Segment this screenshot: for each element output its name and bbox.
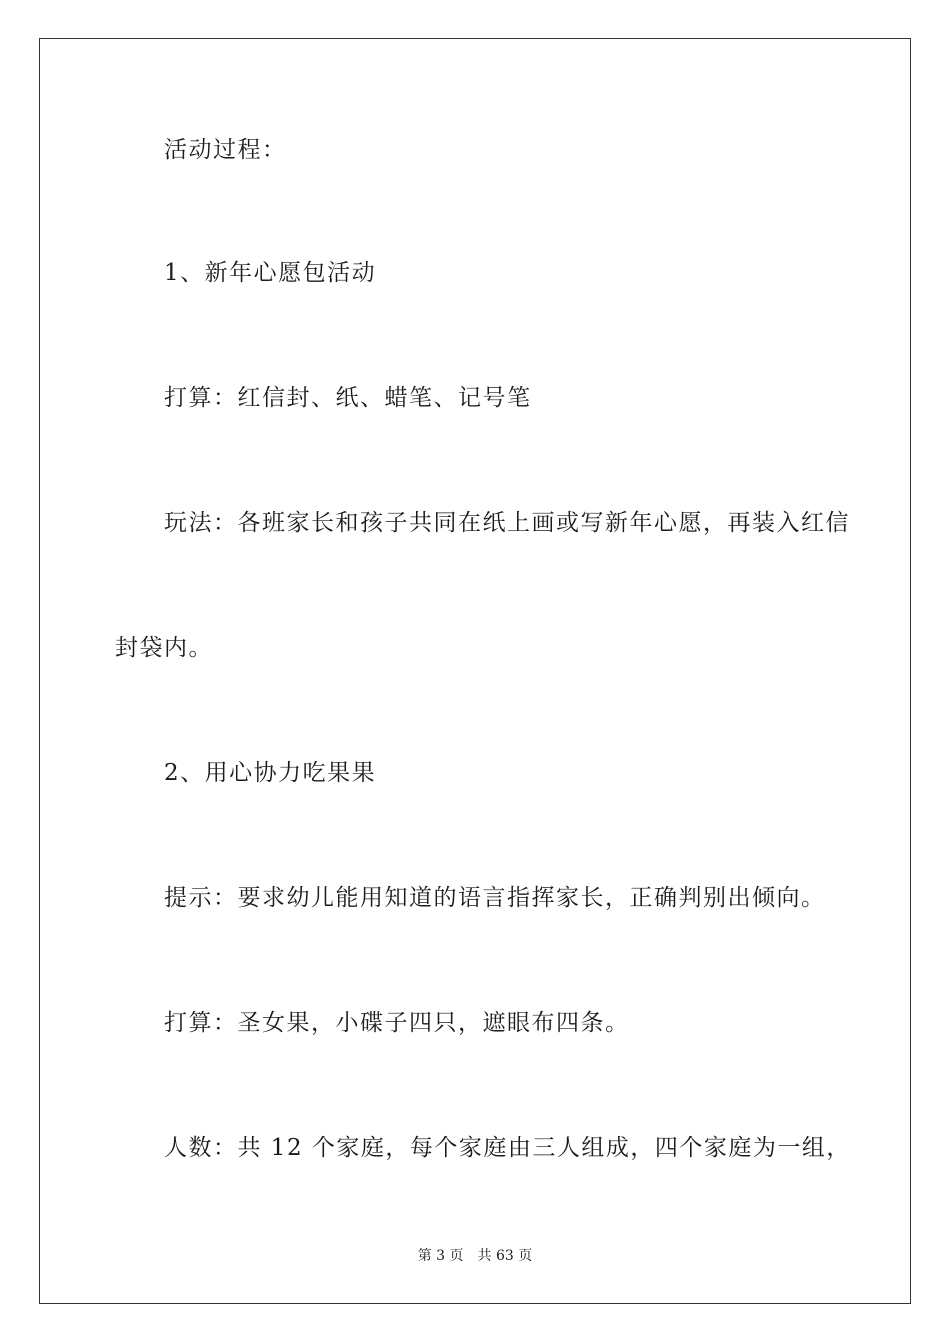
page-number: 第 3 页 [417,1248,464,1264]
paragraph-item-2-materials: 打算：圣女果，小碟子四只，遮眼布四条。 [164,1010,630,1036]
paragraph-item-1-title: 1、新年心愿包活动 [164,260,377,286]
paragraph-item-1-rules-line-2: 封袋内。 [115,635,213,661]
paragraph-item-2-title: 2、用心协力吃果果 [164,760,377,786]
total-pages: 共 63 页 [477,1248,533,1264]
paragraph-activity-process: 活动过程： [164,137,287,163]
page-footer [0,1247,950,1265]
paragraph-item-2-participants: 人数：共 12 个家庭，每个家庭由三人组成，四个家庭为一组， [164,1135,851,1161]
paragraph-item-2-tips: 提示：要求幼儿能用知道的语言指挥家长，正确判别出倾向。 [164,885,826,911]
paragraph-item-1-rules-line-1: 玩法：各班家长和孩子共同在纸上画或写新年心愿，再装入红信 [164,510,850,536]
page-border [39,38,911,1304]
paragraph-item-1-materials: 打算：红信封、纸、蜡笔、记号笔 [164,385,532,411]
